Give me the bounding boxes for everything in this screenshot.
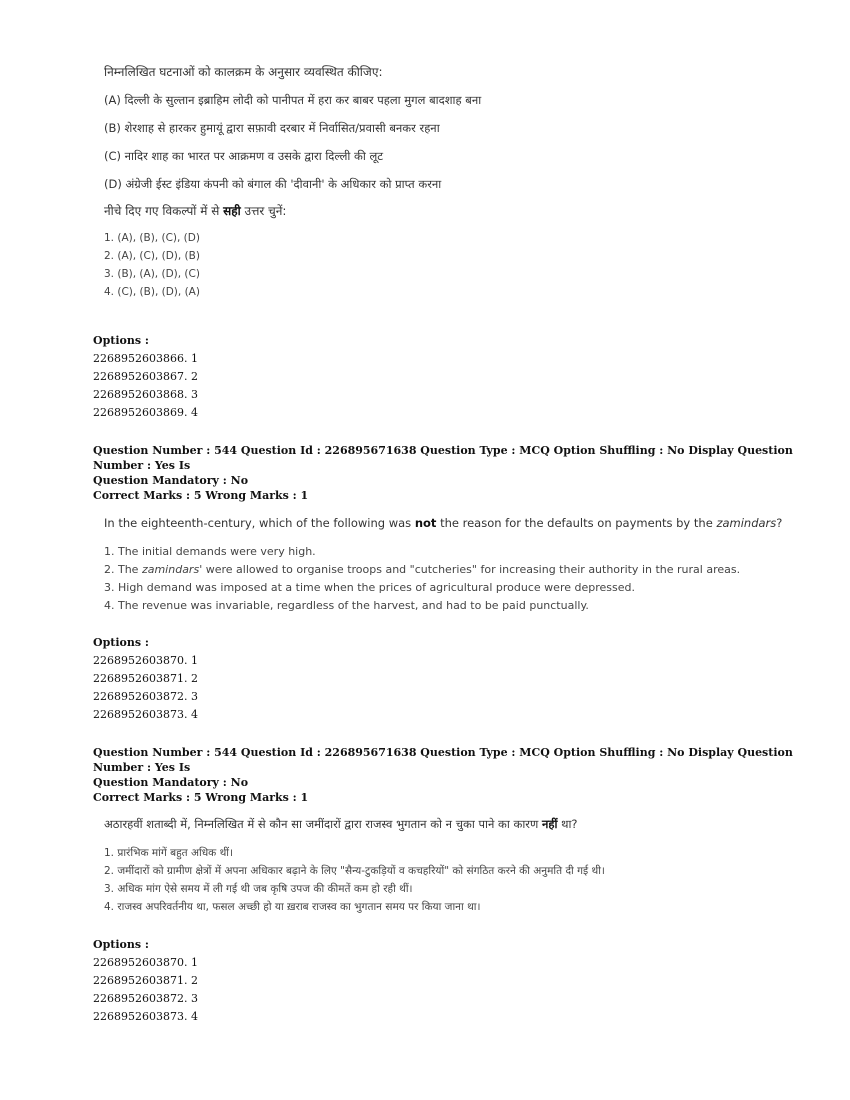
choice-text: 2. The bbox=[104, 563, 142, 576]
question-1-stem: निम्नलिखित घटनाओं को कालक्रम के अनुसार व्यवस्थित कीजिए: bbox=[104, 65, 383, 79]
option-id: 2268952603867. 2 bbox=[93, 370, 198, 383]
question-3-meta bbox=[93, 745, 793, 805]
stem-italic-word: zamindars bbox=[716, 516, 777, 530]
stem-bold-word: नहीं bbox=[541, 817, 558, 831]
question-2-stem bbox=[104, 513, 824, 533]
marks-line: Correct Marks : 5 Wrong Marks : 1 bbox=[93, 791, 309, 804]
question-1-choices bbox=[104, 229, 804, 301]
stem-text: अठारहवीं शताब्दी में, निम्नलिखित में से कौन सा जमींदारों द्वारा राजस्व भुगतान को न चुका पाने का कारण bbox=[104, 817, 542, 831]
choice-2 bbox=[104, 561, 824, 579]
option-id: 2268952603871. 2 bbox=[93, 672, 198, 685]
question-1-options bbox=[93, 332, 198, 422]
stem-bold-word: not bbox=[414, 516, 437, 530]
choice-1: 1. (A), (B), (C), (D) bbox=[104, 232, 200, 244]
stem-text-end: था? bbox=[557, 817, 578, 831]
choice-3: 3. अधिक मांग ऐसे समय में ली गई थी जब कृषि उपज की कीमतें कम हो रही थीं। bbox=[104, 883, 413, 895]
question-2-content bbox=[104, 513, 824, 615]
prompt-text: नीचे दिए गए विकल्पों में से bbox=[104, 204, 224, 218]
options-label: Options : bbox=[93, 938, 149, 951]
question-meta-line: Question Mandatory : No bbox=[93, 776, 249, 789]
option-id: 2268952603869. 4 bbox=[93, 406, 198, 419]
stem-text-end: ? bbox=[776, 516, 783, 530]
question-1-prompt bbox=[104, 201, 804, 221]
question-3-content bbox=[104, 814, 824, 916]
statement-a: (A) दिल्ली के सुल्तान इब्राहिम लोदी को पानीपत में हरा कर बाबर पहला मुगल बादशाह बना bbox=[104, 93, 482, 107]
option-id: 2268952603873. 4 bbox=[93, 1010, 198, 1023]
choice-1: 1. प्रारंभिक मांगें बहुत अधिक थीं। bbox=[104, 847, 233, 859]
stem-text: the reason for the defaults on payments by the bbox=[436, 516, 717, 530]
stem-text: In the eighteenth-century, which of the following was bbox=[104, 516, 415, 530]
prompt-text-end: उत्तर चुनें: bbox=[240, 204, 287, 218]
choice-3: 3. High demand was imposed at a time when the prices of agricultural produce were depressed. bbox=[104, 581, 635, 594]
option-id: 2268952603872. 3 bbox=[93, 690, 198, 703]
choice-4: 4. The revenue was invariable, regardless of the harvest, and had to be paid punctually. bbox=[104, 599, 589, 612]
question-2-choices bbox=[104, 543, 824, 615]
choice-1: 1. The initial demands were very high. bbox=[104, 545, 316, 558]
choice-text: were allowed to organise troops and "cutcheries" for increasing their authority in the rural areas. bbox=[202, 563, 741, 576]
option-id: 2268952603868. 3 bbox=[93, 388, 198, 401]
option-id: 2268952603871. 2 bbox=[93, 974, 198, 987]
option-id: 2268952603870. 1 bbox=[93, 654, 198, 667]
question-meta-line: Question Mandatory : No bbox=[93, 474, 249, 487]
choice-4: 4. (C), (B), (D), (A) bbox=[104, 286, 200, 298]
option-id: 2268952603873. 4 bbox=[93, 708, 198, 721]
question-1-content bbox=[104, 62, 804, 301]
choice-italic-word: zamindars' bbox=[141, 563, 203, 576]
marks-line: Correct Marks : 5 Wrong Marks : 1 bbox=[93, 489, 309, 502]
options-label: Options : bbox=[93, 636, 149, 649]
statement-c: (C) नादिर शाह का भारत पर आक्रमण व उसके द्वारा दिल्ली की लूट bbox=[104, 149, 384, 163]
statement-b: (B) शेरशाह से हारकर हुमायूं द्वारा सफ़ावी दरबार में निर्वासित/प्रवासी बनकर रहना bbox=[104, 121, 440, 135]
choice-3: 3. (B), (A), (D), (C) bbox=[104, 268, 200, 280]
statement-d: (D) अंग्रेजी ईस्ट इंडिया कंपनी को बंगाल की 'दीवानी' के अधिकार को प्राप्त करना bbox=[104, 177, 442, 191]
question-3-choices bbox=[104, 844, 824, 916]
option-id: 2268952603866. 1 bbox=[93, 352, 198, 365]
question-2-options bbox=[93, 634, 198, 724]
choice-2: 2. (A), (C), (D), (B) bbox=[104, 250, 200, 262]
question-2-meta bbox=[93, 443, 793, 503]
options-label: Options : bbox=[93, 334, 149, 347]
question-meta-line: Question Number : 544 Question Id : 226895671638 Question Type : MCQ Option Shuffling : No Display Question Number : Yes Is bbox=[93, 444, 793, 472]
question-3-options bbox=[93, 936, 198, 1026]
choice-4: 4. राजस्व अपरिवर्तनीय था, फसल अच्छी हो या ख़राब राजस्व का भुगतान समय पर किया जाना था। bbox=[104, 901, 481, 913]
option-id: 2268952603872. 3 bbox=[93, 992, 198, 1005]
question-3-stem bbox=[104, 814, 824, 834]
question-meta-line: Question Number : 544 Question Id : 226895671638 Question Type : MCQ Option Shuffling : No Display Question Number : Yes Is bbox=[93, 746, 793, 774]
option-id: 2268952603870. 1 bbox=[93, 956, 198, 969]
choice-2: 2. जमींदारों को ग्रामीण क्षेत्रों में अपना अधिकार बढ़ाने के लिए "सैन्य-टुकड़ियों व कचहरियों" को संगठित करने की अनुमति दी गई थी। bbox=[104, 865, 605, 877]
prompt-bold-word: सही bbox=[223, 204, 241, 218]
